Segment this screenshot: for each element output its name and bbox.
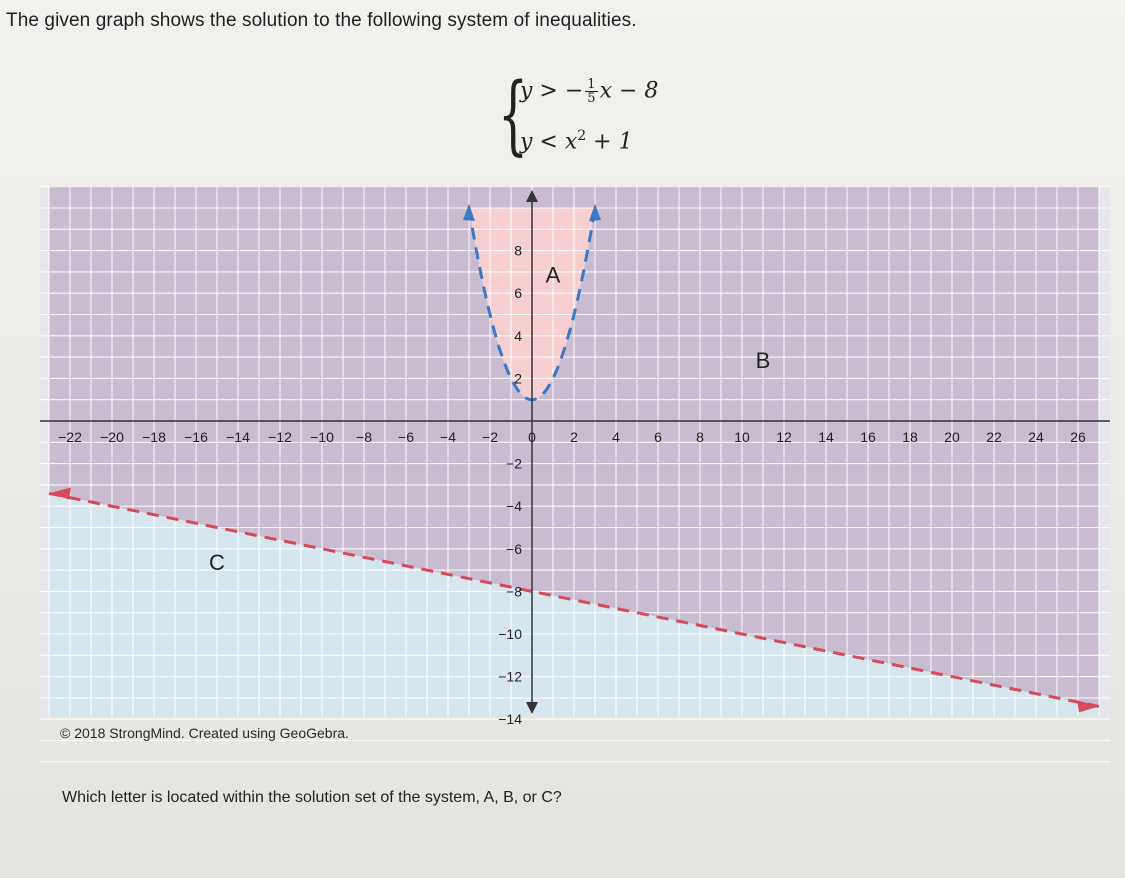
shaded-regions xyxy=(40,186,1110,716)
inequality-2-lhs: y < x xyxy=(520,129,578,155)
y-tick-label: 6 xyxy=(514,285,522,302)
inequality-2-exponent: 2 xyxy=(577,128,587,144)
y-tick-label: 2 xyxy=(514,370,522,387)
x-tick-label: −6 xyxy=(398,429,414,445)
y-tick-label: −14 xyxy=(498,711,522,728)
x-tick-label: 0 xyxy=(528,429,536,445)
y-tick-label: −2 xyxy=(506,455,522,472)
y-tick-label: −10 xyxy=(498,626,522,642)
x-tick-label: −4 xyxy=(440,429,456,445)
x-tick-label: −22 xyxy=(58,429,82,445)
y-tick-label: −8 xyxy=(506,583,522,600)
x-tick-label: 22 xyxy=(986,429,1002,445)
inequality-2-rhs: + 1 xyxy=(586,129,633,155)
x-tick-label: −10 xyxy=(310,429,334,445)
y-tick-label: 4 xyxy=(514,327,522,344)
y-tick-label: −6 xyxy=(506,540,522,557)
x-tick-label: 26 xyxy=(1070,429,1086,445)
inequality-1-sign: − xyxy=(564,78,584,104)
x-tick-label: 12 xyxy=(776,429,792,445)
x-tick-label: −12 xyxy=(268,429,292,445)
x-tick-label: 2 xyxy=(570,429,578,445)
x-tick-label: −18 xyxy=(142,429,166,445)
inequality-2 xyxy=(520,128,633,154)
left-brace: { xyxy=(498,65,529,165)
x-tick-label: 16 xyxy=(860,429,876,445)
point-label-b: B xyxy=(755,347,771,373)
x-tick-label: 20 xyxy=(944,429,960,445)
inequality-graph xyxy=(40,186,1110,728)
inequality-1 xyxy=(520,78,658,105)
x-tick-label: 8 xyxy=(696,429,704,445)
point-label-a: A xyxy=(545,262,561,288)
x-tick-label: 4 xyxy=(612,429,620,445)
credit-text: © 2018 StrongMind. Created using GeoGebra. xyxy=(60,725,349,741)
y-tick-label: −12 xyxy=(498,668,522,685)
x-tick-label: −2 xyxy=(482,429,498,445)
inequality-1-lhs: y > xyxy=(520,78,558,104)
point-label-c: C xyxy=(209,550,225,576)
x-tick-label: 10 xyxy=(734,429,750,445)
x-tick-label: 18 xyxy=(902,429,918,445)
question-prompt: The given graph shows the solution to the following system of inequalities. xyxy=(6,10,637,31)
x-tick-label: 6 xyxy=(654,429,662,445)
inequality-system xyxy=(498,65,738,172)
x-tick-label: 24 xyxy=(1028,429,1044,445)
x-tick-label: −16 xyxy=(184,429,208,445)
inequality-1-rhs: x − 8 xyxy=(599,78,659,104)
fraction-numerator: 1 xyxy=(587,77,596,92)
fraction-denominator: 5 xyxy=(587,91,596,106)
y-tick-label: 8 xyxy=(514,242,522,259)
x-tick-label: −20 xyxy=(100,429,124,445)
x-tick-label: −8 xyxy=(356,429,372,445)
x-tick-label: −14 xyxy=(226,429,250,445)
fraction xyxy=(585,78,597,105)
x-tick-label: 14 xyxy=(818,429,834,445)
question-text: Which letter is located within the solution set of the system, A, B, or C? xyxy=(62,789,562,806)
y-tick-label: −4 xyxy=(506,498,522,515)
